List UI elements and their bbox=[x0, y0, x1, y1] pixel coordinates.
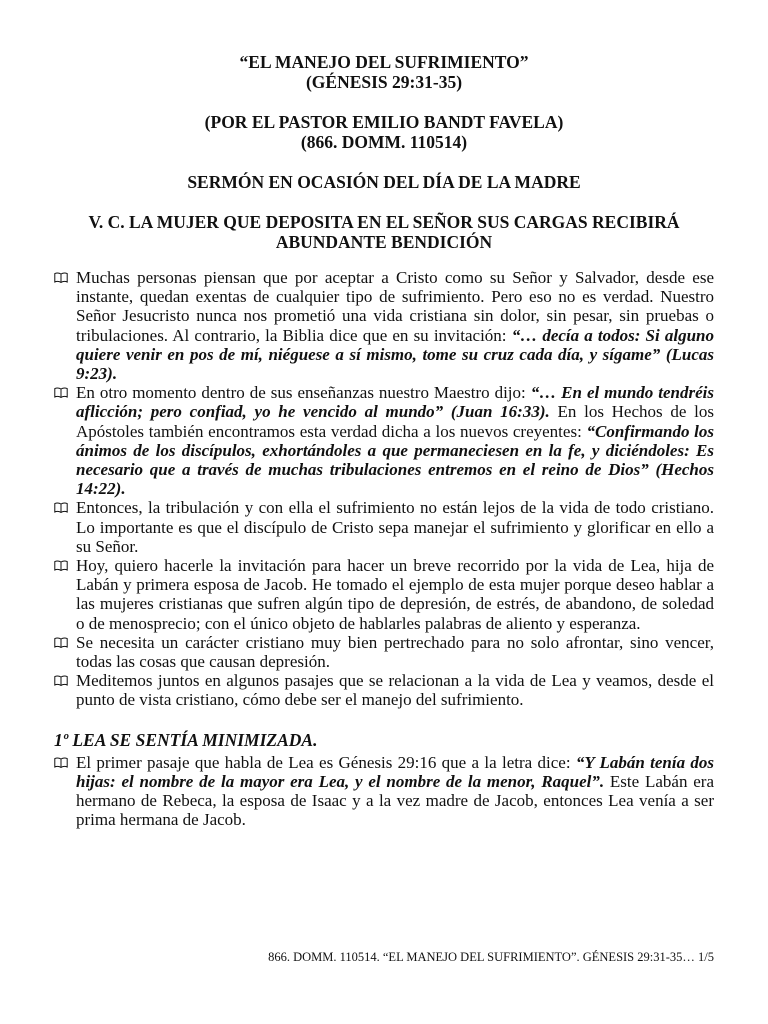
paragraph-text: Este Labán era hermano de Rebeca, la esposa de Isaac y a la vez madre de Jacob, entonces Lea venía a ser prima hermana de Jacob. bbox=[76, 771, 714, 830]
paragraph-4 bbox=[54, 556, 714, 633]
paragraph-text: Meditemos juntos en algunos pasajes que se relacionan a la vida de Lea y veamos, desde el punto de vista cristiano, cómo debe ser el manejo del sufrimiento. bbox=[76, 671, 714, 710]
book-icon bbox=[54, 387, 68, 398]
book-icon bbox=[54, 560, 68, 571]
paragraph-text: El primer pasaje que habla de Lea es Génesis 29:16 que a la letra dice: bbox=[76, 752, 576, 772]
paragraph-text: Entonces, la tribulación y con ella el sufrimiento no están lejos de la vida de todo cristiano. Lo importante es que el discípulo de Cristo sepa manejar el sufrimiento y glorificar en ello a su Señor. bbox=[76, 498, 714, 556]
sermon-occasion: SERMÓN EN OCASIÓN DEL DÍA DE LA MADRE bbox=[187, 172, 581, 192]
paragraph-text: En otro momento dentro de sus enseñanzas nuestro Maestro dijo: bbox=[76, 383, 531, 403]
paragraph-text: Muchas personas piensan que por aceptar a Cristo como su Señor y Salvador, desde ese instante, quedan exentas de cualquier tipo de sufrimiento. Pero eso no es verdad. Nuestro Señor Jesucristo nunca nos prometió una vida cristiana sin dolor, sin pesar, sin pruebas o tribulaciones. Al contrario, la Biblia dice que en su invitación: bbox=[76, 268, 714, 345]
book-icon bbox=[54, 272, 68, 283]
bible-quote: “Confirmando los ánimos de los discípulos, exhortándoles a que permaneciesen en la fe, y diciéndoles: Es necesario que a través de muchas tribulaciones entremos en el reino de Dios” (Hechos 14:22). bbox=[76, 421, 714, 499]
bible-quote: “… En el mundo tendréis aflicción; pero confiad, yo he vencido al mundo” (Juan 16:33). bbox=[76, 383, 714, 422]
page-footer: 866. DOMM. 110514. “EL MANEJO DEL SUFRIMIENTO”. GÉNESIS 29:31-35… 1/5 bbox=[268, 950, 714, 964]
paragraph-text: Hoy, quiero hacerle la invitación para hacer un breve recorrido por la vida de Lea, hija de Labán y primera esposa de Jacob. He tomado el ejemplo de esta mujer porque deseo hablar a las mujeres cristianas que sufren algún tipo de depresión, de estrés, de abandono, de soledad o de menosprecio; con el único objeto de hablarles palabras de aliento y esperanza. bbox=[76, 556, 714, 633]
book-icon bbox=[54, 757, 68, 768]
sermon-code: (866. DOMM. 110514) bbox=[300, 132, 468, 152]
paragraph-7 bbox=[54, 753, 714, 830]
sermon-title: “EL MANEJO DEL SUFRIMIENTO” bbox=[239, 52, 529, 72]
book-icon bbox=[54, 675, 68, 686]
sermon-reference: (GÉNESIS 29:31-35) bbox=[305, 72, 463, 92]
book-icon bbox=[54, 502, 68, 513]
paragraph-5 bbox=[54, 633, 714, 671]
paragraph-2 bbox=[54, 383, 714, 498]
bible-quote: “… decía a todos: Si alguno quiere venir en pos de mí, niéguese a sí mismo, tome su cruz cada día, y sígame” (Lucas 9:23). bbox=[76, 325, 715, 384]
sermon-author: (POR EL PASTOR EMILIO BANDT FAVELA) bbox=[204, 112, 564, 132]
vc-heading-line1: V. C. LA MUJER QUE DEPOSITA EN EL SEÑOR SUS CARGAS RECIBIRÁ bbox=[88, 212, 680, 232]
paragraph-text: En los Hechos de los Apóstoles también encontramos esta verdad dicha a los nuevos creyentes: bbox=[76, 402, 714, 441]
paragraph-1 bbox=[54, 268, 714, 383]
section-heading: 1º LEA SE SENTÍA MINIMIZADA. bbox=[54, 729, 318, 750]
paragraph-6 bbox=[54, 671, 714, 709]
vc-heading-line2: ABUNDANTE BENDICIÓN bbox=[275, 232, 493, 252]
paragraph-3 bbox=[54, 498, 714, 556]
book-icon bbox=[54, 637, 68, 648]
paragraph-text: Se necesita un carácter cristiano muy bien pertrechado para no solo afrontar, sino vencer, todas las cosas que causan depresión. bbox=[76, 632, 714, 672]
bible-quote: “Y Labán tenía dos hijas: el nombre de la mayor era Lea, y el nombre de la menor, Raquel”. bbox=[76, 752, 715, 791]
